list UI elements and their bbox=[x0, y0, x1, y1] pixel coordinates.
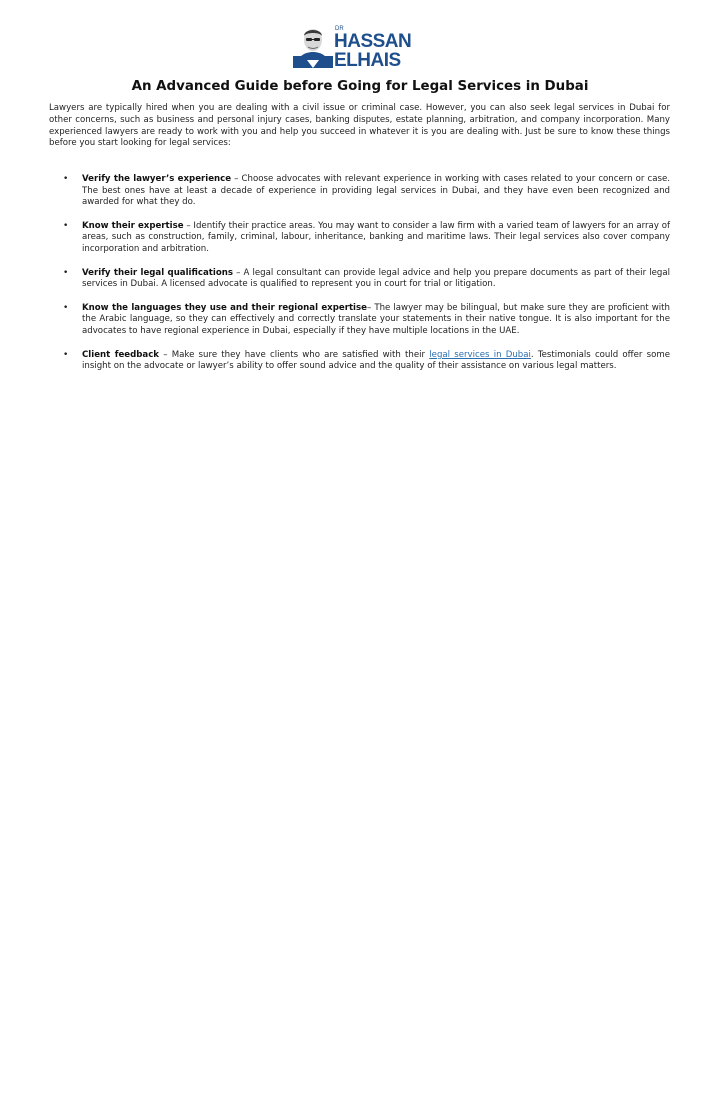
list-item bbox=[49, 221, 670, 256]
tip-lead: Know the languages they use and their regional expertise bbox=[82, 302, 367, 313]
tip-text: . Testimonials could offer some insight on the advocate or lawyer’s ability to offer sound advice and the quality of their assistance on various legal matters. bbox=[82, 349, 671, 372]
list-item bbox=[49, 268, 670, 291]
list-item bbox=[49, 303, 670, 338]
logo-line1: HASSAN bbox=[334, 31, 412, 52]
tip-lead: Verify the lawyer’s experience bbox=[82, 174, 232, 184]
list-item bbox=[49, 350, 670, 373]
bullet-icon: • bbox=[63, 267, 69, 278]
tip-lead: Verify their legal qualifications bbox=[82, 267, 233, 278]
tip-text: – Make sure they have clients who are satisfied with their bbox=[159, 349, 430, 360]
bullet-icon: • bbox=[63, 174, 69, 184]
logo-prefix: DR bbox=[335, 26, 344, 32]
bullet-icon: • bbox=[63, 302, 69, 313]
logo-line2: ELHAIS bbox=[334, 50, 401, 68]
bullet-icon: • bbox=[63, 349, 69, 360]
tip-text: – A legal consultant can provide legal advice and help you prepare documents as part of their legal services in Dubai. A licensed advocate is qualified to represent you in court for trial or litigation. bbox=[82, 267, 670, 290]
list-item bbox=[49, 174, 670, 209]
tips-list bbox=[49, 174, 670, 373]
brand-logo bbox=[293, 22, 433, 68]
page-title: An Advanced Guide before Going for Legal Services in Dubai bbox=[131, 79, 589, 94]
tip-lead: Know their expertise bbox=[82, 220, 184, 231]
tip-text: – Identify their practice areas. You may want to consider a law firm with a varied team of lawyers for an array of areas, such as construction, family, criminal, labour, inheritance, banking and maritime laws. Their legal services also cover company incorporation and arbitration. bbox=[82, 220, 670, 254]
tip-text: – The lawyer may be bilingual, but make sure they are proficient with the Arabic language, so they can effectively and correctly translate your statements in their native tongue. It is also important for the advocates to have regional experience in Dubai, especially if they have multiple locations in the UAE. bbox=[82, 302, 670, 336]
bullet-icon: • bbox=[63, 220, 69, 231]
intro-paragraph: Lawyers are typically hired when you are dealing with a civil issue or criminal case. However, you can also seek legal services in Dubai for other concerns, such as business and personal injury cases, banking disputes, estate planning, arbitration, and company incorporation. Many experienced lawyers are ready to work with you and help you succeed in whatever it is you are dealing with. Just be sure to know these things before you start looking for legal services: bbox=[49, 103, 670, 149]
logo-graphic bbox=[293, 22, 433, 68]
portrait-icon bbox=[293, 29, 333, 68]
legal-services-link[interactable]: legal services in Dubai bbox=[429, 349, 531, 360]
tip-lead: Client feedback bbox=[82, 349, 160, 360]
tip-text: – Choose advocates with relevant experience in working with cases related to your concern or case. The best ones have at least a decade of experience in providing legal services in Dubai, and they have even been recognized and awarded for what they do. bbox=[82, 174, 670, 208]
